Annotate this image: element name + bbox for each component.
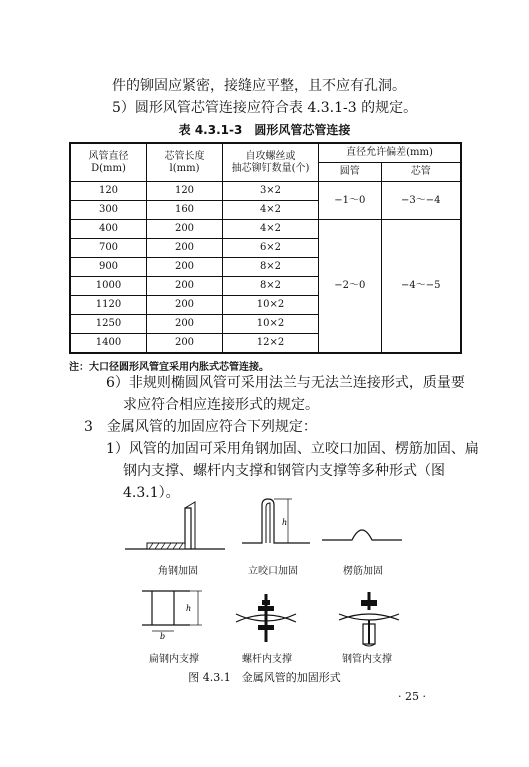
label-rib: 楞筋加固 [343, 566, 383, 577]
table-row: 900 200 8×2 [70, 258, 461, 277]
table-caption: 表 4.3.1-3 圆形风管芯管连接 [178, 123, 351, 137]
text-item-1-line-1: 1）风管的加固可采用角钢加固、立咬口加固、楞筋加固、扁 [106, 441, 479, 457]
text-line-2: 5）圆形风管芯管连接应符合表 4.3.1-3 的规定。 [112, 100, 418, 116]
label-flat-steel: 扁钢内支撑 [149, 654, 199, 665]
header-fastener-count: 自攻螺丝或 抽芯铆钉数量(个) [223, 143, 319, 182]
header-core-tube: 芯管 [381, 163, 461, 182]
angle-steel-figure [125, 500, 230, 560]
tol-round-group1: −1～0 [319, 182, 382, 220]
flat-steel-support-figure [140, 585, 210, 640]
screw-rod-support-figure [232, 592, 302, 647]
figure-caption: 图 4.3.1 金属风管的加固形式 [188, 671, 341, 684]
label-steel-tube: 钢管内支撑 [342, 654, 392, 665]
table-row: 400 200 4×2 −2～0 −4～−5 [70, 220, 461, 239]
text-item-1-line-3: 4.3.1）。 [123, 485, 180, 501]
table-row: 120 120 3×2 −1～0 −3～−4 [70, 182, 461, 201]
text-item-1-line-2: 钢内支撑、螺杆内支撑和钢管内支撑等多种形式（图 [123, 463, 445, 479]
tol-core-group2: −4～−5 [381, 220, 461, 354]
text-clause-3: 3 金属风管的加固应符合下列规定： [84, 419, 317, 435]
steel-tube-support-figure [335, 590, 405, 648]
table-row: 700 200 6×2 [70, 239, 461, 258]
table-row: 1000 200 8×2 [70, 277, 461, 296]
page-number: · 25 · [398, 690, 426, 703]
text-line-1: 件的铆固应紧密，接缝应平整，且不应有孔洞。 [112, 78, 406, 94]
label-standing-seam: 立咬口加固 [248, 566, 298, 577]
dim-h-label: h [282, 518, 288, 527]
header-core-length: 芯管长度 l(mm) [147, 143, 223, 182]
header-diameter: 风管直径 D(mm) [70, 143, 147, 182]
table-row: 300 160 4×2 [70, 201, 461, 220]
text-item-6-line-1: 6）非规则椭圆风管可采用法兰与无法兰连接形式，质量要 [106, 375, 465, 391]
spec-table [69, 142, 462, 354]
text-item-6-line-2: 求应符合相应连接形式的规定。 [123, 397, 319, 413]
tol-core-group1: −3～−4 [381, 182, 461, 220]
tol-round-group2: −2～0 [319, 220, 382, 354]
table-row: 1400 200 12×2 [70, 334, 461, 354]
standing-seam-figure [240, 497, 320, 559]
rib-figure [320, 518, 405, 548]
header-tolerance: 直径允许偏差(mm) [319, 143, 462, 163]
dim-b-label: b [160, 632, 166, 640]
table-note: 注：大口径圆形风管宜采用内胀式芯管连接。 [69, 362, 269, 373]
table-row: 1120 200 10×2 [70, 296, 461, 315]
header-round-tube: 圆管 [319, 163, 382, 182]
table-row: 1250 200 10×2 [70, 315, 461, 334]
label-screw-rod: 螺杆内支撑 [242, 654, 292, 665]
dim-h-label: h [186, 604, 192, 613]
label-angle-steel: 角钢加固 [158, 566, 198, 577]
